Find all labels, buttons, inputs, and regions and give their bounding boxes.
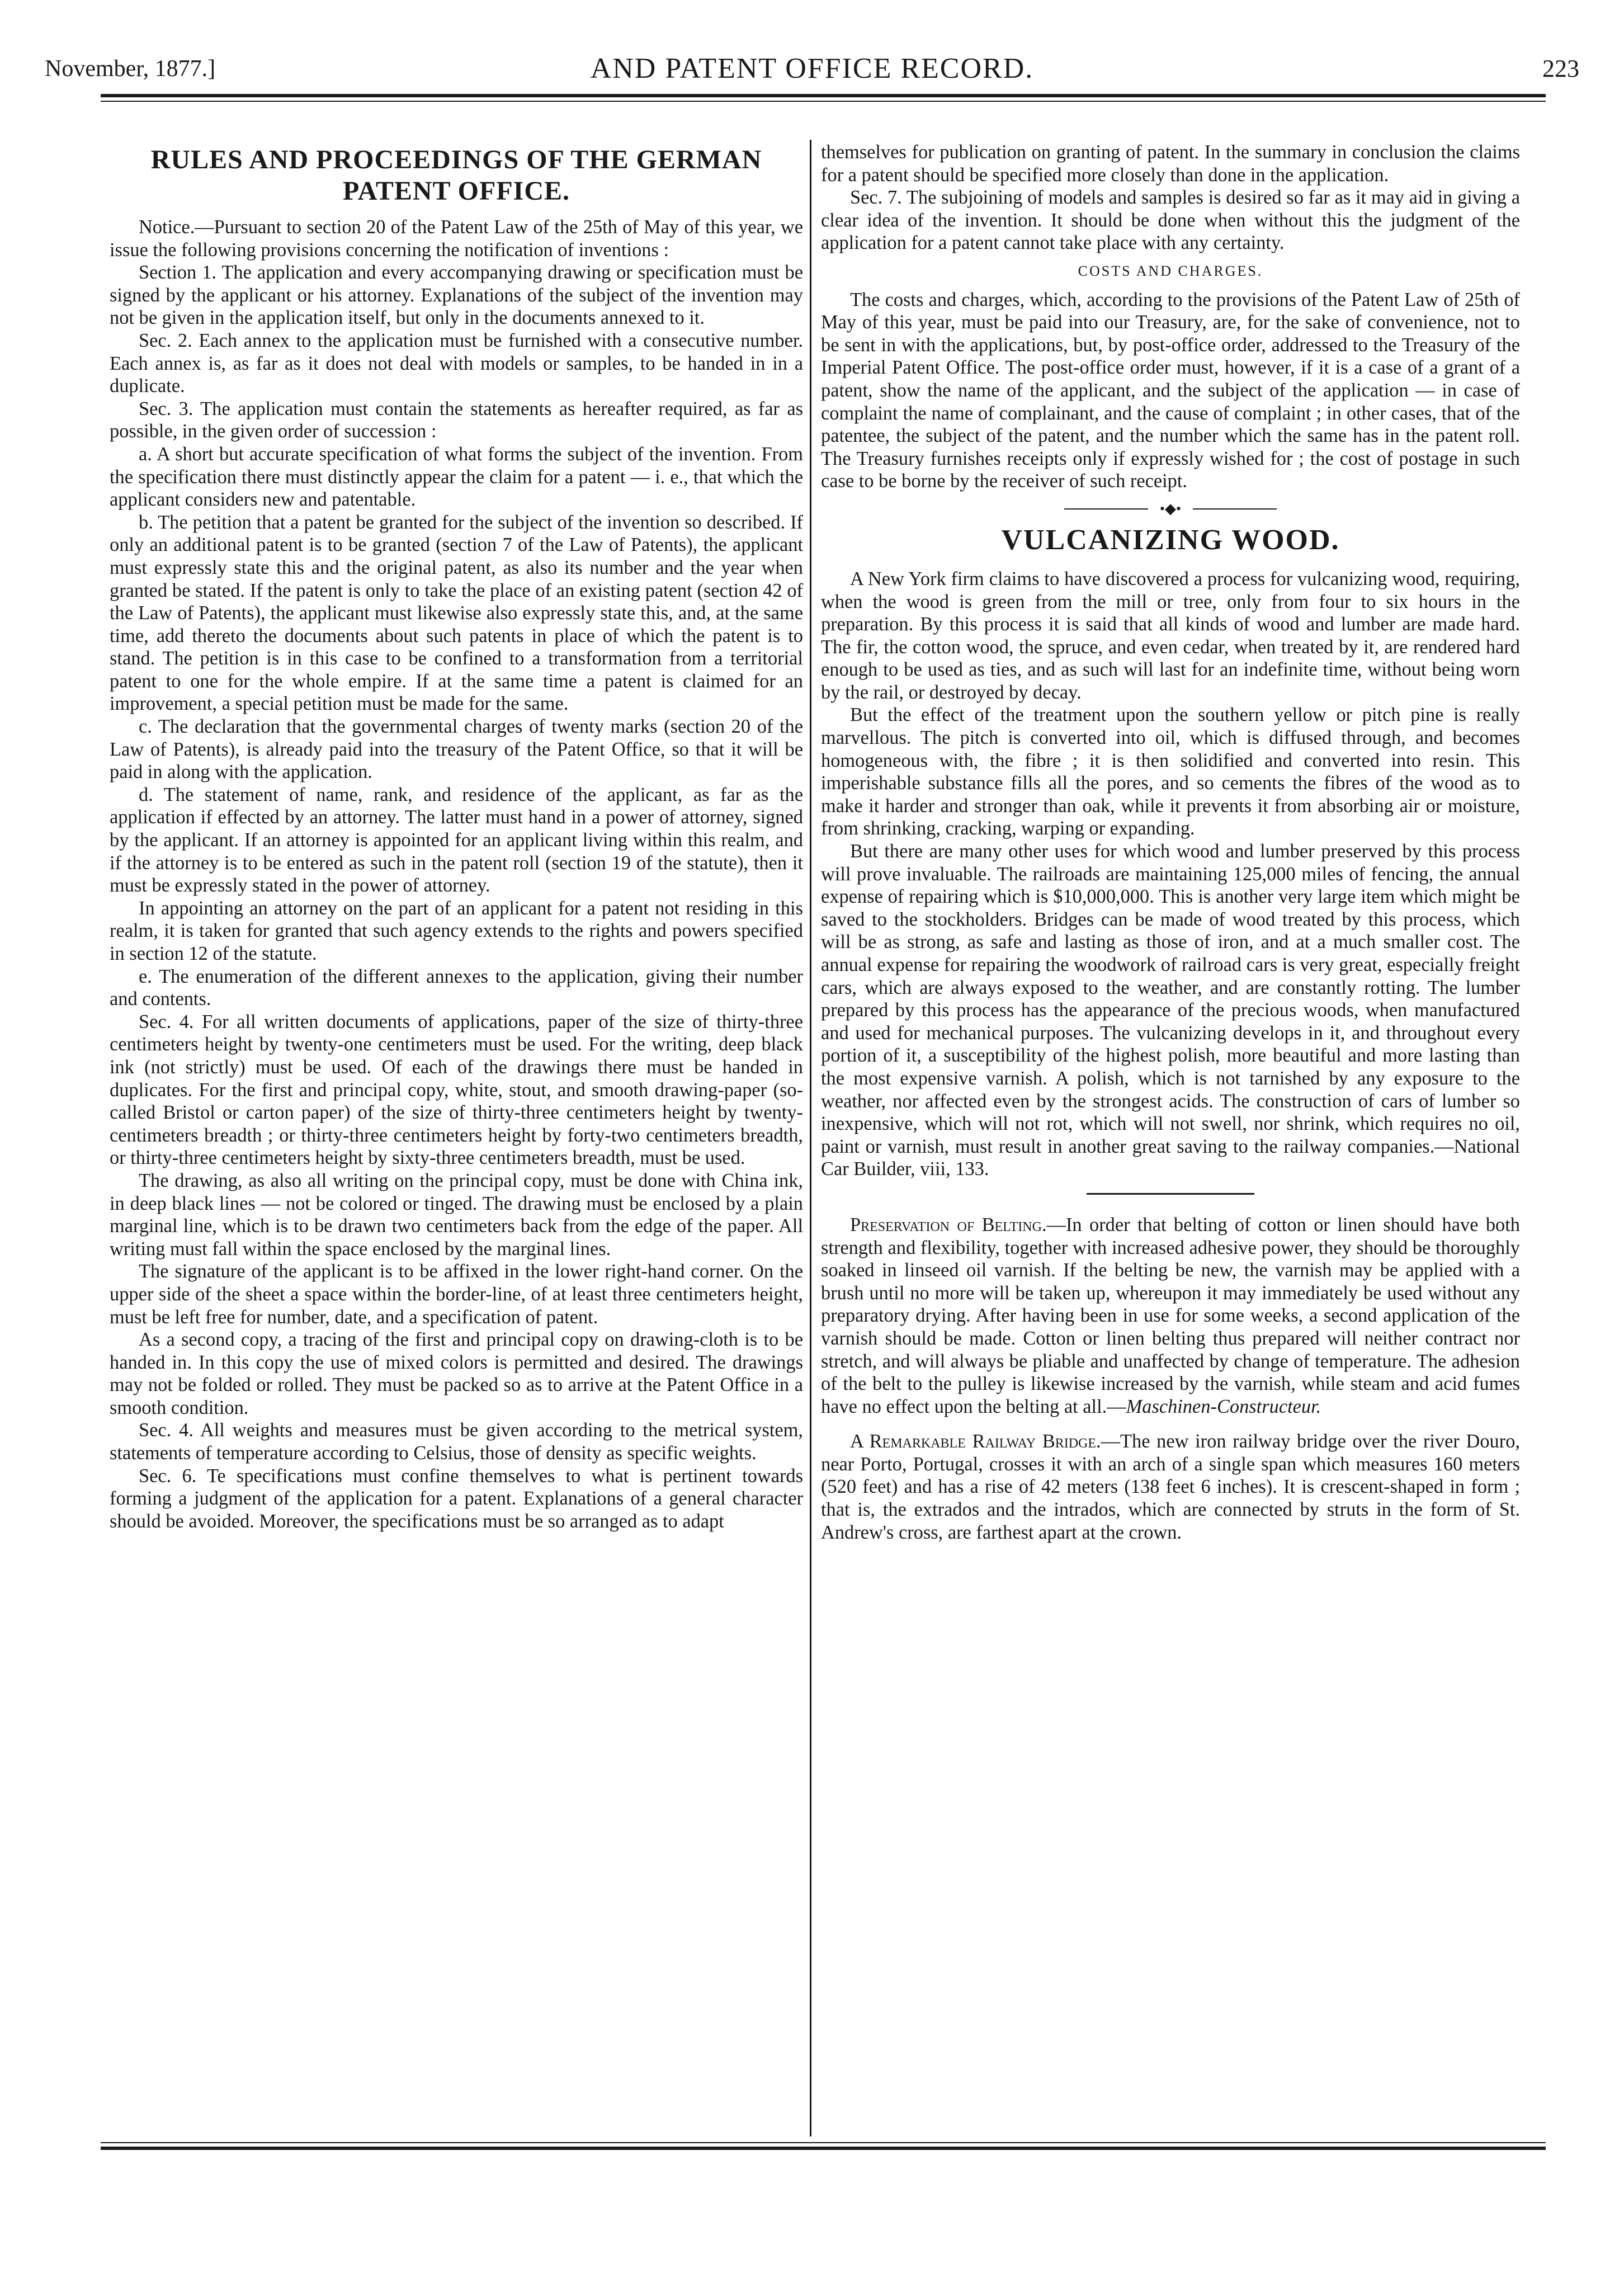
top-rule-thin: [101, 101, 1546, 102]
paragraph-vulcanizing-2: But the effect of the treatment upon the southern yellow or pitch pine is really marvellous. The pitch is converted into oil, which is diffused through, and becomes homogeneous with, the fibre ; it is then solidified and converted into resin. This imperishable substance fills all the pores, and so cements the fibres of the wood as to make it harder and stronger than oak, while it prevents it from absorbing air or moisture, from shrinking, cracking, warping or expanding.: [821, 704, 1520, 840]
paragraph-sec-3-c: c. The declaration that the governmental charges of twenty marks (section 20 of the Law of Patents), is already paid into the treasury of the Patent Office, so that it will be paid in along with the application.: [110, 716, 803, 783]
article-title-vulcanizing-wood: VULCANIZING WOOD.: [1001, 524, 1340, 556]
paragraph-sec-4-weights: Sec. 4. All weights and measures must be given according to the metrical system, statements of temperature according to Celsius, those of density as specific weights.: [110, 1419, 803, 1464]
paragraph-sec-3-b: b. The petition that a patent be granted for the subject of the invention so described. If only an additional patent is to be granted (section 7 of the Law of Patents), the applicant must expressly state this and the original patent, as also its number and the year when granted be stated. If the patent is only to take the place of an existing patent (section 42 of the Law of Patents), the applicant must likewise also expressly state this, and, at the same time, add thereto the documents about such patents in place of which the patent is to stand. The petition is in this case to be confined to a transformation from a territorial patent to one for the whole empire. If at the same time a patent is claimed for an improvement, a special petition must be made for the same.: [110, 511, 803, 715]
belting-lead: Preservation of Belting.: [850, 1214, 1047, 1235]
paragraph-section-1: Section 1. The application and every accompanying drawing or specification must be signed by the applicant or his attorney. Explanations of the subject of the invention may not be given in the application itself, but only in the documents annexed to it.: [110, 262, 803, 329]
running-head: [45, 49, 1579, 88]
page-number: 223: [1542, 55, 1579, 82]
publication-title: AND PATENT OFFICE RECORD.: [590, 53, 1034, 84]
left-column: [110, 141, 803, 1532]
issue-date: November, 1877.]: [45, 56, 216, 82]
paragraph-drawing: The drawing, as also all writing on the principal copy, must be done with China ink, in deep black lines — not be colored or tinged. The drawing must be enclosed by a plain marginal line, which is to be drawn two centimeters back from the edge of the paper. All writing must fall within the space enclosed by the marginal lines.: [110, 1169, 803, 1260]
belting-text: —In order that belting of cotton or linen should have both strength and flexibility, together with increased adhesive power, they should be thoroughly soaked in linseed oil varnish. If the belting be new, the varnish may be applied with a brush until no more will be taken up, whereupon it may immediately be used without any preparatory drying. After having been in use for some weeks, a second application of the varnish should be made. Cotton or linen belting thus prepared will neither contract nor stretch, and will always be pliable and unaffected by change of temperature. The adhesion of the belt to the pulley is likewise increased by the varnish, while steam and acid fumes have no effect upon the belting at all.—: [821, 1214, 1520, 1417]
paragraph-sec-7: Sec. 7. The subjoining of models and samples is desired so far as it may aid in giving a clear idea of the invention. It should be done when without this the judgment of the application for a patent cannot take place with any certainty.: [821, 187, 1520, 254]
paragraph-vulcanizing-3: But there are many other uses for which wood and lumber preserved by this process will prove invaluable. The railroads are maintaining 125,000 miles of fencing, the annual expense of repairing which is $10,000,000. This is another very large item which might be saved to the stockholders. Bridges can be made of wood treated by this process, which will be as strong, as safe and lasting as those of iron, and at a much smaller cost. The annual expense for repairing the woodwork of railroad cars is very great, especially freight cars, which are always exposed to the weather, and are constantly rotting. The lumber prepared by this process has the appearance of the precious woods, when manufactured and used for mechanical purposes. The vulcanizing develops in it, and throughout every portion of it, a susceptibility of the highest polish, more beautiful and more lasting than the most expensive varnish. A polish, which is not tarnished by any exposure to the weather, nor affected even by the strongest acids. The construction of cars of lumber so inexpensive, which will not rot, which will not swell, nor shrink, which requires no oil, paint or varnish, must result in another great saving to the railway companies.—National Car Builder, viii, 133.: [821, 841, 1520, 1180]
article-title-german-patent-office: RULES AND PROCEEDINGS OF THE GERMAN PATENT OFFICE.: [150, 145, 762, 206]
section-divider: [1087, 1193, 1254, 1195]
paragraph-sec-3-a: a. A short but accurate specification of what forms the subject of the invention. From the specification there must distinctly appear the claim for a patent — i. e., that which the applicant considers new and patentable.: [110, 443, 803, 511]
section-ornament: [1064, 501, 1277, 517]
paragraph-sec-4-paper: Sec. 4. For all written documents of applications, paper of the size of thirty-three centimeters height by twenty-one centimeters must be used. For the writing, deep black ink (not strictly) must be used. Of each of the drawings there must be handed in duplicates. For the first and principal copy, white, stout, and smooth drawing-paper (so-called Bristol or carton paper) of the size of thirty-three centimeters height by twenty-centimeters breadth ; or thirty-three centimeters height by forty-two centimeters breadth, or thirty-three centimeters height by sixty-three centimeters breadth, must be used.: [110, 1011, 803, 1169]
top-rule-thick: [101, 94, 1546, 97]
paragraph-bridge: [821, 1430, 1520, 1544]
paragraph-sec-3-d: d. The statement of name, rank, and residence of the applicant, as far as the application if effected by an attorney. The latter must hand in a power of attorney, signed by the applicant. If an attorney is appointed for an applicant living within this realm, and if the attorney is to be entered as such in the patent roll (section 19 of the statute), then it must be expressly stated in the power of attorney.: [110, 784, 803, 897]
column-divider: [810, 140, 811, 2137]
paragraph-attorney: In appointing an attorney on the part of an applicant for a patent not residing in this realm, it is taken for granted that such agency extends to the rights and powers specified in section 12 of the statute.: [110, 897, 803, 964]
right-column: [821, 141, 1520, 1544]
bridge-text: —The new iron railway bridge over the river Douro, near Porto, Portugal, crosses it with an arch of a single span which measures 160 meters (520 feet) and has a rise of 42 meters (138 feet 6 inches). It is crescent-shaped in form ; that is, the extrados and the intrados, which are connected by struts in the form of St. Andrew's cross, are farthest apart at the crown.: [821, 1431, 1520, 1543]
paragraph-belting: [821, 1214, 1520, 1418]
paragraph-vulcanizing-1: A New York firm claims to have discovered a process for vulcanizing wood, requiring, when the wood is green from the mill or tree, only from four to six hours in the preparation. By this process it is said that all kinds of wood and lumber are made hard. The fir, the cotton wood, the spruce, and even cedar, when treated by it, are rendered hard enough to be used as ties, and as such will last for an indefinite time, without being worn by the rail, or destroyed by decay.: [821, 568, 1520, 703]
paragraph-continuation: themselves for publication on granting of patent. In the summary in conclusion the claims for a patent should be specified more closely than done in the application.: [821, 142, 1520, 186]
costs-charges-heading: COSTS AND CHARGES.: [1078, 262, 1263, 279]
paragraph-sec-6: Sec. 6. Te specifications must confine themselves to what is pertinent towards forming a judgment of the application for a patent. Explanations of a general character should be avoided. Moreover, the specifications must be so arranged as to adapt: [110, 1465, 803, 1532]
paragraph-notice: Notice.—Pursuant to section 20 of the Patent Law of the 25th of May of this year, we issue the following provisions concerning the notification of inventions :: [110, 216, 803, 261]
paragraph-sec-3-e: e. The enumeration of the different annexes to the application, giving their number and contents.: [110, 965, 803, 1010]
belting-source: Maschinen-Constructeur.: [1126, 1395, 1321, 1417]
ornament-glyph: •◆•: [1159, 500, 1182, 517]
paragraph-signature: The signature of the applicant is to be affixed in the lower right-hand corner. On the upper side of the sheet a space within the border-line, of at least three centimeters height, must be left free for number, date, and a specification of patent.: [110, 1261, 803, 1328]
paragraph-sec-3: Sec. 3. The application must contain the statements as hereafter required, as far as possible, in the given order of succession :: [110, 398, 803, 442]
paragraph-sec-2: Sec. 2. Each annex to the application must be furnished with a consecutive number. Each annex is, as far as it does not deal with models or samples, to be handed in in a duplicate.: [110, 329, 803, 397]
bridge-lead: A Remarkable Railway Bridge.: [850, 1431, 1101, 1452]
paragraph-second-copy: As a second copy, a tracing of the first and principal copy on drawing-cloth is to be handed in. In this copy the use of mixed colors is permitted and desired. The drawings may not be folded or rolled. They must be packed so as to arrive at the Patent Office in a smooth condition.: [110, 1329, 803, 1418]
bottom-rule-thin: [101, 2142, 1546, 2143]
bottom-rule-thick: [101, 2147, 1546, 2150]
paragraph-costs: The costs and charges, which, according to the provisions of the Patent Law of 25th of May of this year, must be paid into our Treasury, are, for the sake of convenience, not to be sent in with the applications, but, by post-office order, addressed to the Treasury of the Imperial Patent Office. The post-office order must, however, if it is a case of a grant of a patent, show the name of the applicant, and the subject of the application — in case of complaint the name of complainant, and the cause of complaint ; in other cases, that of the patentee, the subject of the patent, and the number which the same has in the patent roll. The Treasury furnishes receipts only if expressly wished for ; the cost of postage in such case to be borne by the receiver of such receipt.: [821, 289, 1520, 492]
